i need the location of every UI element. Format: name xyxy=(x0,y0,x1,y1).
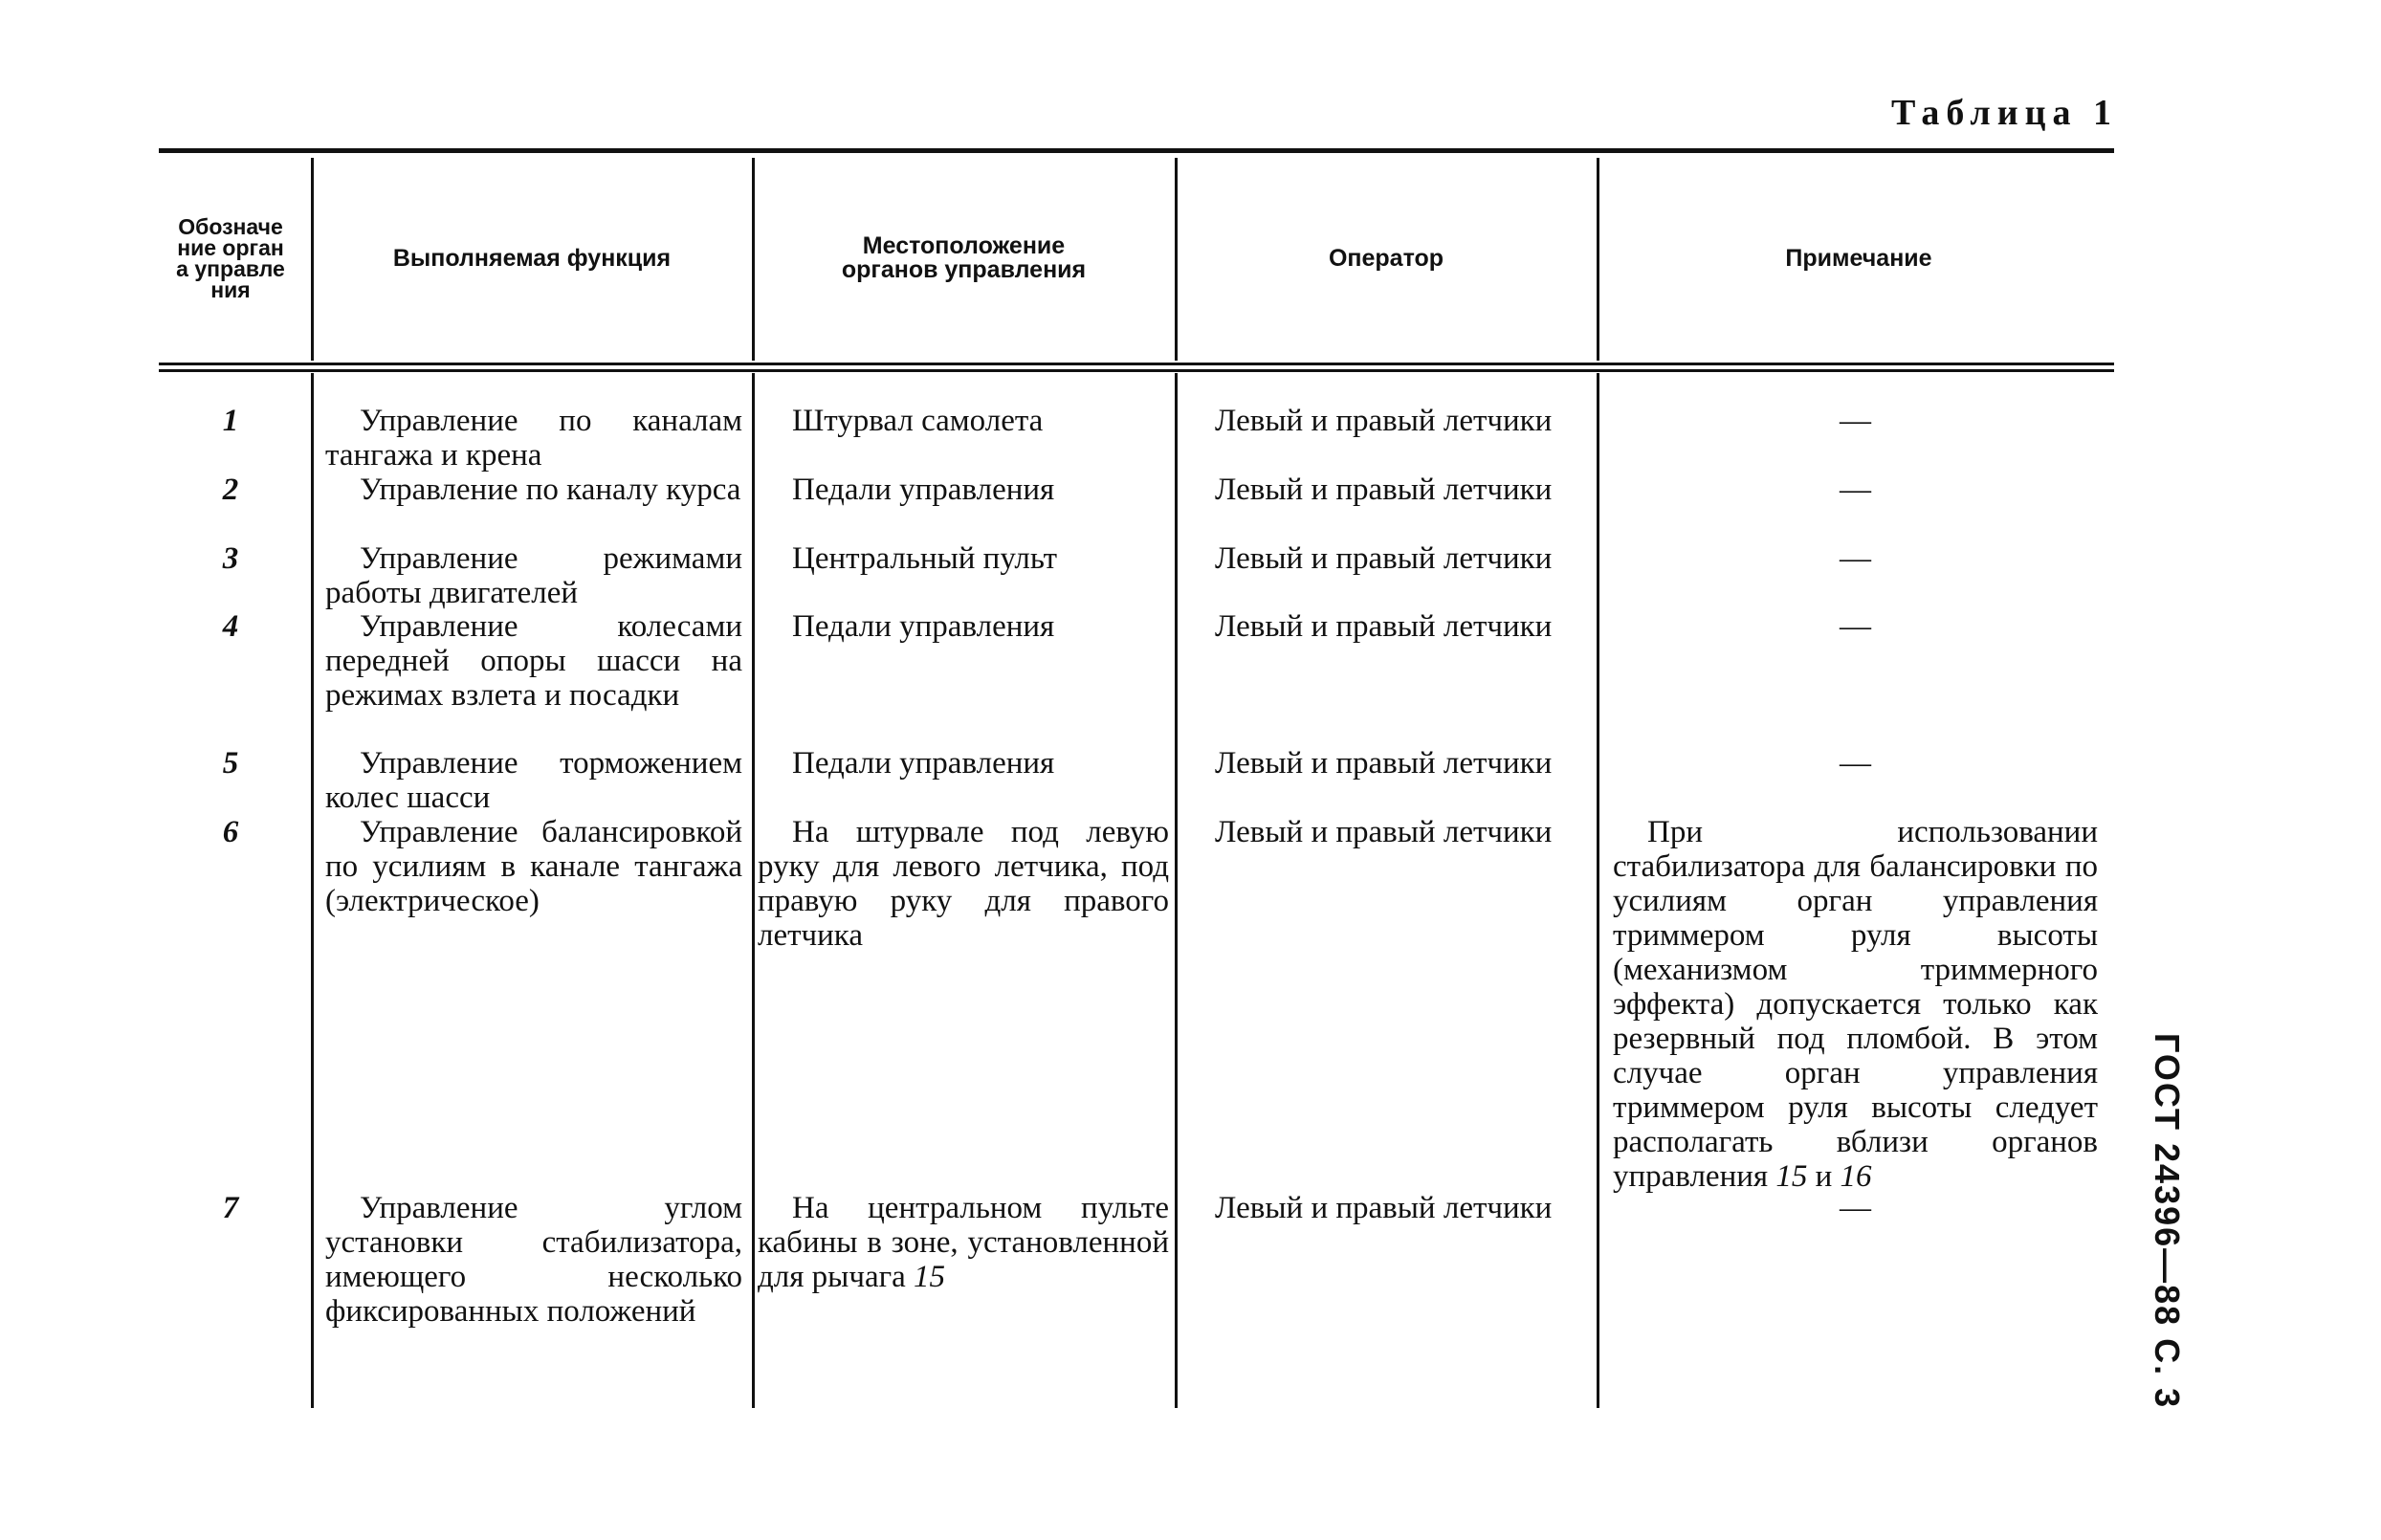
column-divider xyxy=(752,158,755,361)
row-function: Управление торможением колес шасси xyxy=(325,746,742,815)
row-number: 5 xyxy=(222,746,239,781)
row-location: Штурвал самолета xyxy=(792,404,1044,438)
row-number: 2 xyxy=(222,473,239,507)
header-operator: Оператор xyxy=(1328,244,1444,272)
column-divider xyxy=(1175,158,1178,361)
note-ref: 15 xyxy=(1775,1159,1808,1194)
row-operator: Левый и правый летчики xyxy=(1215,1191,1553,1225)
row-number: 4 xyxy=(222,609,239,644)
row-location: Центральный пульт xyxy=(792,541,1058,576)
header-location: Местоположение органов управления xyxy=(841,232,1087,283)
note-text: При использовании стабилизатора для балансировки по усилиям орган управления триммером руля высоты (механизмом триммерного эффекта) допускается только как резервный под пломбой. В этом случае орган управления триммером руля высоты следует располагать вблизи органов управления xyxy=(1613,815,2098,1194)
row-operator: Левый и правый летчики xyxy=(1215,815,1553,849)
row-function: Управление по каналам тангажа и крена xyxy=(325,404,742,473)
row-note: — xyxy=(1840,1191,1871,1225)
row-note: — xyxy=(1840,746,1871,781)
column-divider xyxy=(752,373,755,1408)
table-caption: Таблица 1 xyxy=(1890,93,2118,133)
row-note xyxy=(1613,815,2098,1194)
row-location xyxy=(758,1191,1169,1294)
column-divider xyxy=(1597,158,1599,361)
row-function: Управление режимами работы двигателей xyxy=(325,541,742,610)
row-number: 6 xyxy=(222,815,239,849)
header-bottom-rule xyxy=(159,363,2114,365)
header-designation: Обозначение органа управления xyxy=(176,214,285,302)
row-note: — xyxy=(1840,609,1871,644)
location-text: На центральном пульте кабины в зоне, установленной для рычага xyxy=(758,1191,1169,1294)
table-top-rule xyxy=(159,148,2114,153)
row-operator: Левый и правый летчики xyxy=(1215,541,1553,576)
row-function: Управление балансировкой по усилиям в канале тангажа (электрическое) xyxy=(325,815,742,918)
row-note: — xyxy=(1840,541,1871,576)
row-note: — xyxy=(1840,404,1871,438)
row-number: 7 xyxy=(222,1191,239,1225)
row-function: Управление углом установки стабилизатора, имеющего несколько фиксированных положений xyxy=(325,1191,742,1329)
location-ref: 15 xyxy=(914,1260,946,1294)
row-location: На штурвале под левую руку для левого летчика, под правую руку для правого летчика xyxy=(758,815,1169,953)
row-operator: Левый и правый летчики xyxy=(1215,404,1553,438)
column-divider xyxy=(311,373,314,1408)
header-bottom-rule-double xyxy=(159,369,2114,372)
header-function: Выполняемая функция xyxy=(392,244,672,272)
column-divider xyxy=(1175,373,1178,1408)
row-number: 1 xyxy=(222,404,239,438)
header-note: Примечание xyxy=(1785,244,1932,272)
row-location: Педали управления xyxy=(792,746,1055,781)
note-conjunction: и xyxy=(1815,1159,1833,1194)
row-operator: Левый и правый летчики xyxy=(1215,473,1553,507)
row-function: Управление колесами передней опоры шасси на режимах взлета и посадки xyxy=(325,609,742,713)
column-divider xyxy=(311,158,314,361)
row-operator: Левый и правый летчики xyxy=(1215,746,1553,781)
row-operator: Левый и правый летчики xyxy=(1215,609,1553,644)
row-note: — xyxy=(1840,473,1871,507)
standard-page-label: ГОСТ 24396—88 С. 3 xyxy=(2148,1033,2187,1410)
row-location: Педали управления xyxy=(792,473,1055,507)
row-function: Управление по каналу курса xyxy=(360,473,741,507)
row-location: Педали управления xyxy=(792,609,1055,644)
column-divider xyxy=(1597,373,1599,1408)
row-number: 3 xyxy=(222,541,239,576)
note-ref: 16 xyxy=(1840,1159,1872,1194)
